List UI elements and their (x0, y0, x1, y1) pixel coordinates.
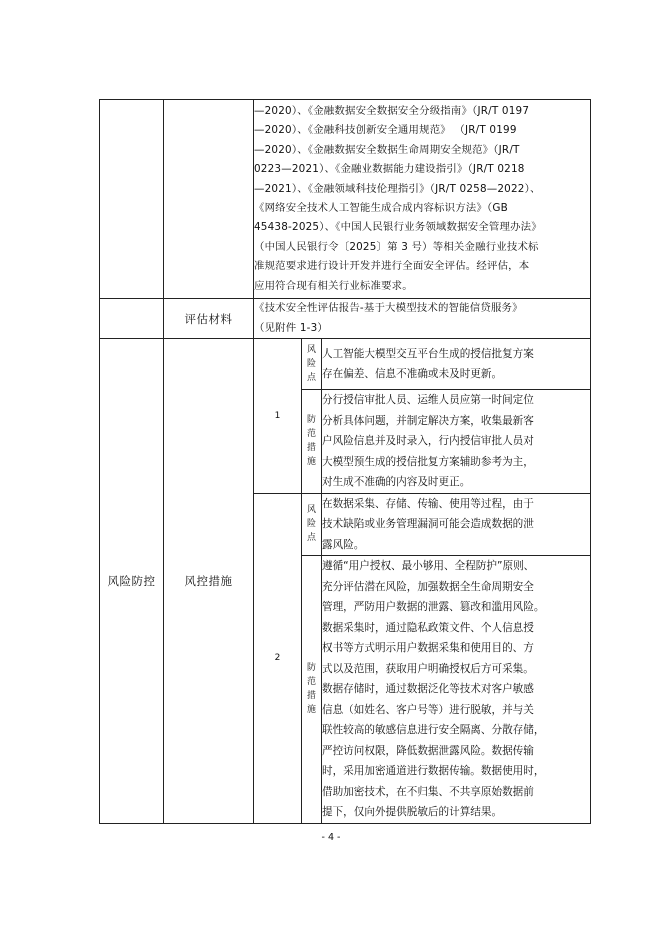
materials-row (100, 299, 591, 339)
standards-row (100, 100, 591, 299)
text-line: —2021）、《金融领域科技伦理指引》（JR/T 0258—2022）、 (254, 182, 541, 195)
empty-category-cell (100, 100, 164, 299)
text-line: 借助加密技术，在不归集、不共享原始数据前 (322, 785, 534, 798)
text-line: 《网络安全技术人工智能生成合成内容标识方法》（GB (254, 202, 508, 214)
risk-1-point-row (100, 339, 591, 390)
risk-item-number: 1 (254, 339, 302, 494)
text-line: 户风险信息并及时录入，行内授信审批人员对 (322, 435, 534, 447)
risk-point-label: 风 险 点 (302, 339, 322, 390)
assessment-table (99, 99, 591, 824)
empty-subcategory-cell (164, 100, 254, 299)
text-line: 45438-2025）、《中国人民银行业务领域数据安全管理办法》 (254, 221, 542, 234)
text-line: —2020）、《金融数据安全数据安全分级指南》（JR/T 0197 (254, 104, 530, 117)
text-line: 准规范要求进行设计开发并进行全面安全评估。经评估，本 (254, 260, 530, 273)
text-line: 大模型预生成的授信批复方案辅助参考为主， (322, 455, 534, 468)
text-line: 权书等方式明示用户数据采集和使用目的、方 (322, 642, 534, 654)
text-line: （中国人民银行令〔2025〕第 3 号）等相关金融行业技术标 (254, 240, 539, 253)
risk-point-text (322, 493, 591, 556)
text-line: 数据存储时，通过数据泛化等技术对客户敏感 (322, 683, 534, 695)
text-line: 在数据采集、存储、传输、使用等过程，由于 (322, 497, 534, 510)
text-line: 应用符合现有相关行业标准要求。 (254, 279, 413, 292)
text-line: 数据采集时，通过隐私政策文件、个人信息授 (322, 621, 534, 634)
text-line: 人工智能大模型交互平台生成的授信批复方案 (322, 347, 534, 360)
standards-content (254, 100, 591, 299)
text-line: 分析具体问题，并制定解决方案，收集最新客 (322, 414, 534, 427)
measure-text (322, 556, 591, 824)
empty-category-cell (100, 299, 164, 339)
text-line: 0223—2021）、《金融业数据能力建设指引》（JR/T 0218 (254, 163, 525, 176)
text-line: 技术缺陷或业务管理漏洞可能会造成数据的泄 (322, 518, 534, 530)
text-line: 时，采用加密通道进行数据传输。数据使用时， (322, 765, 545, 777)
page-number: - 4 - (321, 832, 341, 843)
text-line: 充分评估潜在风险，加强数据全生命周期安全 (322, 580, 534, 593)
risk-point-label: 风 险 点 (302, 493, 322, 556)
text-line: 露风险。 (322, 538, 365, 551)
text-line: 分行授信审批人员、运维人员应第一时间定位 (322, 394, 534, 406)
risk-point-text (322, 339, 591, 390)
text-line: 遵循“用户授权、最小够用、全程防护”原则、 (322, 560, 535, 572)
text-line: 提下，仅向外提供脱敏后的计算结果。 (322, 806, 503, 818)
risk-item-number: 2 (254, 493, 302, 823)
text-line: 对生成不准确的内容及时更正。 (322, 476, 471, 488)
text-line: 信息（如姓名、客户号等）进行脱敏，并与关 (322, 703, 534, 716)
measure-label: 防 范 措 施 (302, 390, 322, 494)
measure-text (322, 390, 591, 494)
text-line: 式以及范围，获取用户明确授权后方可采集。 (322, 662, 534, 675)
measure-label: 防 范 措 施 (302, 556, 322, 824)
risk-category-label: 风险防控 (100, 339, 164, 824)
risk-subcategory-label: 风控措施 (164, 339, 254, 824)
text-line: —2020）、《金融数据安全数据生命周期安全规范》（JR/T (254, 143, 520, 156)
text-line: —2020）、《金融科技创新安全通用规范》 （JR/T 0199 (254, 124, 517, 137)
text-line: 存在偏差、信息不准确或未及时更新。 (322, 368, 503, 380)
text-line: （见附件 1-3） (254, 321, 329, 334)
materials-content (254, 299, 591, 339)
materials-label: 评估材料 (164, 299, 254, 339)
text-line: 《技术安全性评估报告-基于大模型技术的智能信贷服务》 (254, 302, 523, 315)
text-line: 严控访问权限，降低数据泄露风险。数据传输 (322, 744, 534, 757)
text-line: 管理，严防用户数据的泄露、篡改和滥用风险。 (322, 601, 545, 613)
text-line: 联性较高的敏感信息进行安全隔离、分散存储， (322, 724, 545, 736)
